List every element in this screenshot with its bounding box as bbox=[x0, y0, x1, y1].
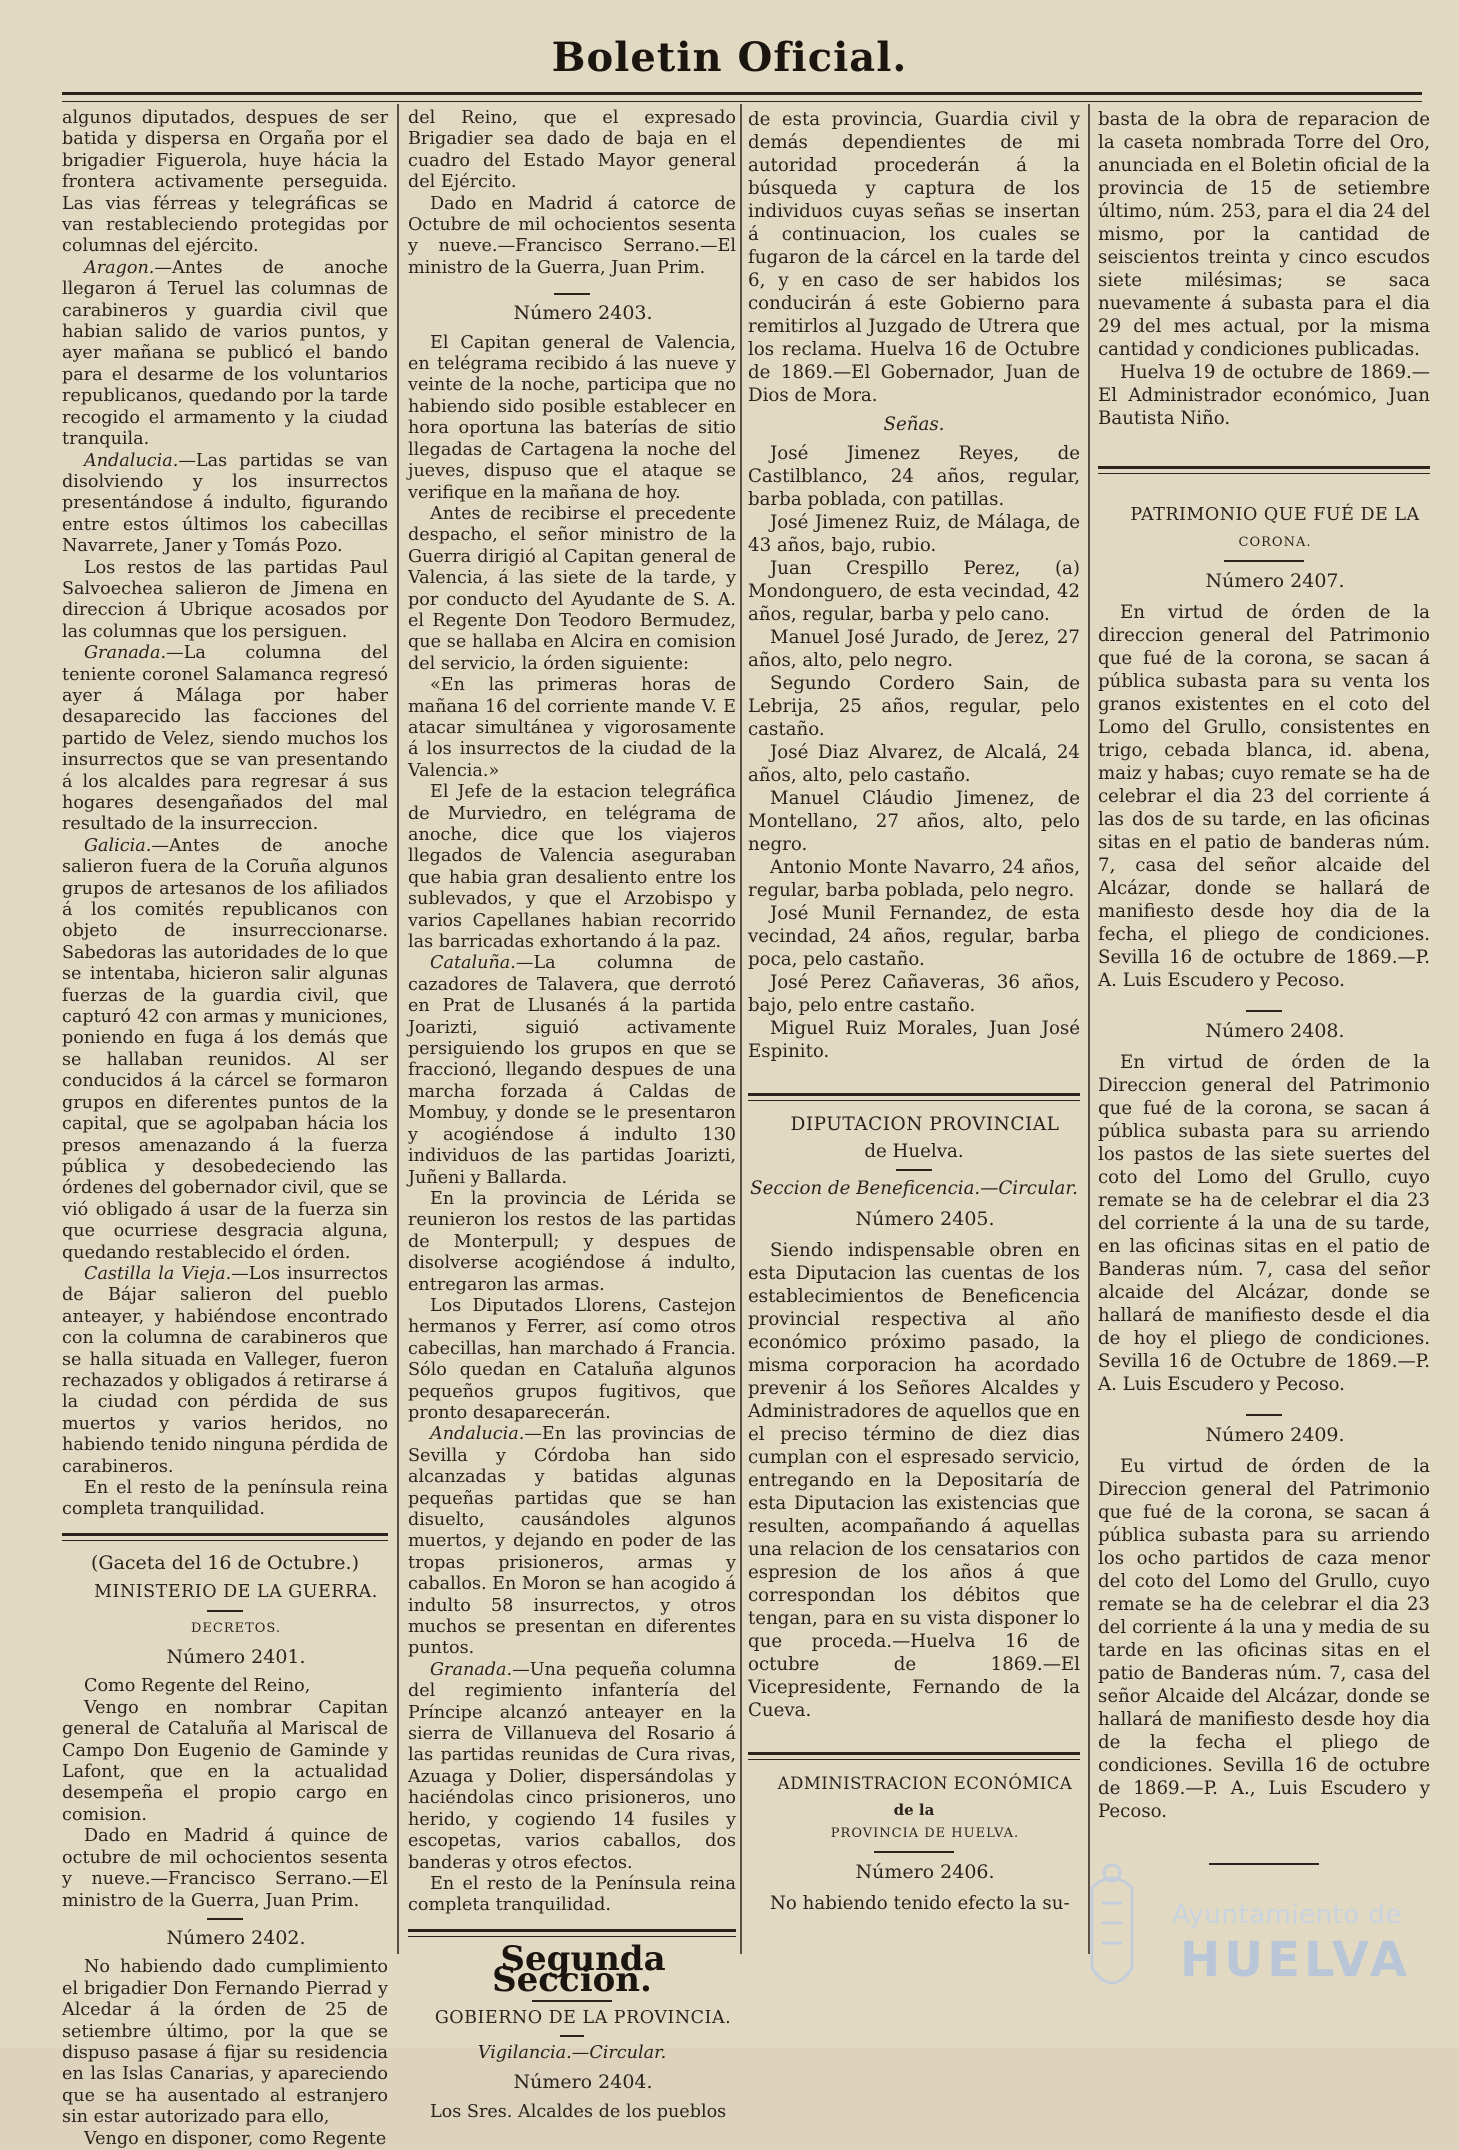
paragraph bbox=[62, 836, 388, 1264]
paragraph: algunos diputados, despues de ser batida y dispersa en Orgaña por el brigadier Figuerola, huye hácia la frontera activamente perseguida. Las vias férreas y telegráficas se van restableciendo protegidas por columnas del ejército. bbox=[62, 108, 388, 257]
list-item: Antonio Monte Navarro, 24 años, regular, barba poblada, pelo negro. bbox=[748, 857, 1080, 901]
paragraph: En el resto de la Península reina completa tranquilidad. bbox=[408, 1873, 736, 1916]
notice-number: Número 2406. bbox=[855, 1861, 995, 1883]
decree-number: Número 2401. bbox=[166, 1646, 306, 1669]
notice-number: Número 2409. bbox=[1205, 1424, 1345, 1446]
paragraph: No habiendo dado cumplimiento el brigadier Don Fernando Pierrad y Alcedar á la órden de 25 de setiembre último, por la que se dispuso pasase á fijar su residencia en las Islas Canarias, y apareciendo que se ha ausentado al estranjero sin estar autorizado para ello, bbox=[62, 1957, 388, 2128]
section-rule bbox=[408, 1929, 736, 1937]
column-separator bbox=[397, 104, 399, 1954]
section-rule bbox=[1098, 466, 1430, 474]
paragraph: del Reino, que el expresado Brigadier sea dado de baja en el cuadro del Estado Mayor general del Ejército. bbox=[408, 108, 736, 193]
list-item: Manuel José Jurado, de Jerez, 27 años, alto, pelo negro. bbox=[748, 627, 1080, 671]
masthead-title: Boletin Oficial. bbox=[551, 34, 908, 81]
column-separator bbox=[740, 104, 742, 1954]
paragraph: Los Diputados Llorens, Castejon hermanos y Ferrer, así como otros cabecillas, han marchado á Francia. Sólo quedan en Cataluña algunos pequeños grupos fugitivos, que pronto desaparecerán. bbox=[408, 1295, 736, 1423]
column-2 bbox=[408, 108, 736, 2122]
section-heading: ADMINISTRACION ECONÓMICA bbox=[777, 1774, 1073, 1793]
subheading: Seccion de Beneficencia.—Circular. bbox=[750, 1178, 1078, 1199]
section-title: Segunda Seccion. bbox=[492, 1938, 666, 2001]
paragraph: Vengo en disponer, como Regente bbox=[84, 2128, 387, 2149]
section-rule bbox=[748, 1093, 1080, 1101]
section-heading: MINISTERIO DE LA GUERRA. bbox=[94, 1582, 378, 1603]
list-item: Juan Crespillo Perez, (a) Mondonguero, de esta vecindad, 42 años, regular, barba y pelo cano. bbox=[748, 558, 1080, 625]
paragraph: No habiendo tenido efecto la su- bbox=[770, 1893, 1070, 1914]
column-4 bbox=[1098, 108, 1430, 1948]
notice-number: Número 2407. bbox=[1205, 570, 1345, 592]
paragraph bbox=[62, 643, 388, 836]
subheading: de la bbox=[893, 1801, 935, 1819]
divider bbox=[207, 1610, 243, 1612]
region-label: Castilla la Vieja. bbox=[84, 1263, 232, 1284]
region-label: Cataluña. bbox=[430, 953, 516, 974]
list-item: José Perez Cañaveras, 36 años, bajo, pelo entre castaño. bbox=[748, 972, 1080, 1016]
paragraph: Los restos de las partidas Paul Salvoechea salieron de Jimena en direccion á Ubrique acosados por las columnas que los persiguen. bbox=[62, 557, 388, 642]
list-item: José Diaz Alvarez, de Alcalá, 24 años, alto, pelo castaño. bbox=[748, 742, 1080, 786]
divider bbox=[554, 293, 590, 295]
divider bbox=[1246, 1414, 1282, 1416]
notice-number: Número 2408. bbox=[1205, 1020, 1345, 1042]
paragraph bbox=[408, 1424, 736, 1659]
paragraph: Antes de recibirse el precedente despacho, el señor ministro de la Guerra dirigió al Capitan general de Valencia, á las siete de la tarde, y por conducto del Ayudante de S. A. el Regente Don Teodoro Bermudez, que se hallaba en Alcira en comision del servicio, la órden siguiente: bbox=[408, 503, 736, 674]
paragraph: Dado en Madrid á quince de octubre de mil ochocientos sesenta y nueve.—Francisco Serrano.—El ministro de la Guerra, Juan Prim. bbox=[62, 1826, 388, 1911]
paragraph: El Capitan general de Valencia, en telégrama recibido á las nueve y veinte de la noche, participa que no habiendo sido posible establecer en hora oportuna las baterías de sitio llegadas de Cartagena la noche del jueves, dispuso que el ataque se verifique en la mañana de hoy. bbox=[408, 332, 736, 503]
region-label: Aragon. bbox=[84, 257, 155, 278]
masthead-rule bbox=[62, 92, 1422, 102]
list-item: José Munil Fernandez, de esta vecindad, 24 años, regular, barba poca, pelo castaño. bbox=[748, 903, 1080, 970]
column-separator bbox=[1088, 104, 1090, 1954]
notice-number: Número 2404. bbox=[513, 2071, 653, 2094]
paragraph bbox=[62, 258, 388, 451]
paragraph-text: —Antes de anoche llegaron á Teruel las columnas de carabineros y guardia civil que habian salido de varios puntos, y ayer mañana se publicó el bando para el desarme de los voluntarios republicanos, quedando por la tarde recogido el armamento y la ciudad tranquila. bbox=[62, 257, 388, 450]
decree-number: Número 2402. bbox=[166, 1926, 306, 1949]
notice-number: Número 2403. bbox=[513, 302, 653, 325]
region-label: Granada. bbox=[430, 1659, 513, 1680]
paragraph-text: —Los insurrectos de Bájar salieron del pueblo anteayer, y habiéndose encontrado con la columna de carabineros que se halla situada en Valleger, fueron rechazados y obligados á retirarse á la ciudad con pérdida de sus muertos y varios heridos, no habiendo tenido ninguna pérdida de carabineros. bbox=[62, 1263, 388, 1477]
list-item: José Jimenez Ruiz, de Málaga, de 43 años, bajo, rubio. bbox=[748, 512, 1080, 556]
paragraph-text: —En las provincias de Sevilla y Córdoba han sido alcanzadas y batidas algunas pequeñas partidas que se han disuelto, causándoles algunos muertos, y dejando en poder de las tropas prisioneros, armas y caballos. En Moron se han acogido á indulto 58 insurrectos, y otros muchos se presentan en diferentes puntos. bbox=[408, 1424, 736, 1659]
subheading: Vigilancia.—Circular. bbox=[477, 2042, 667, 2063]
paragraph: En virtud de órden de la direccion general del Patrimonio que fué de la corona, se sacan á pública subasta para su venta los granos existentes en el coto del Lomo del Grullo, consistentes en trigo, cebada blanca, id. abena, maiz y habas; cuyo remate se ha de celebrar el dia 23 del corriente á las dos de su tarde, en las oficinas sitas en el patio de banderas núm. 7, casa del señor alcaide del Alcázar, donde se hallará de manifiesto desde hoy dia de la fecha, el pliego de condiciones. Sevilla 16 de octubre de 1869.—P. A. Luis Escudero y Pecoso. bbox=[1098, 602, 1430, 991]
subheading: CORONA. bbox=[1238, 535, 1312, 550]
paragraph: Siendo indispensable obren en esta Diputacion las cuentas de los establecimientos de Beneficencia provincial respectiva al año económico próximo pasado, la misma corporacion ha acordado prevenir á los Señores Alcaldes y Administradores de aquellos que en el preciso término de diez dias cumplan con el espresado servicio, entregando en la Depositaría de esta Diputacion las existencias que resulten, acompañando á aquellas una relacion de los censatarios con espresion de los años á que correspondan los débitos que tengan, para en su vista disponer lo que proceda.—Huelva 16 de octubre de 1869.—El Vicepresidente, Fernando de la Cueva. bbox=[748, 1240, 1080, 1721]
divider bbox=[896, 1169, 932, 1171]
section-heading: DIPUTACION PROVINCIAL bbox=[790, 1114, 1060, 1135]
list-item: José Jimenez Reyes, de Castilblanco, 24 años, regular, barba poblada, con patillas. bbox=[748, 443, 1080, 510]
divider bbox=[207, 1918, 243, 1920]
list-item: Miguel Ruiz Morales, Juan José Espinito. bbox=[748, 1018, 1080, 1062]
paragraph-text: —Las partidas se van disolviendo y los insurrectos presentándose á indulto, figurando entre estos últimos los cabecillas Navarrete, Janer y Tomás Pozo. bbox=[62, 450, 388, 557]
paragraph: Vengo en nombrar Capitan general de Cataluña al Mariscal de Campo Don Eugenio de Gaminde y Lafont, que en la actualidad desempeña el propio cargo en comision. bbox=[62, 1697, 388, 1825]
paragraph bbox=[408, 953, 736, 1188]
paragraph: En virtud de órden de la Direccion general del Patrimonio que fué de la corona, se sacan á pública subasta para su arriendo los pastos de las siete suertes del coto del Lomo del Grullo, cuyo remate se ha de celebrar el dia 23 del corriente á la una de su tarde, en las oficinas sitas en el patio de Banderas núm. 7, casa del señor alcaide del Alcázar, donde se hallará de manifiesto desde el dia de hoy el pliego de condiciones. Sevilla 16 de Octubre de 1869.—P. A. Luis Escudero y Pecoso. bbox=[1098, 1052, 1430, 1395]
paragraph: Los Sres. Alcaldes de los pueblos bbox=[430, 2101, 727, 2122]
paragraph bbox=[408, 1660, 736, 1874]
paragraph: de esta provincia, Guardia civil y demás dependientes de mi autoridad procederán á la búsqueda y captura de los individuos cuyas señas se insertan á continuacion, los cuales se fugaron de la cárcel en la tarde del 6, y en caso de ser habidos los conducirán á este Gobierno para remitirlos al Juzgado de Utrera que los reclama. Huelva 16 de Octubre de 1869.—El Gobernador, Juan de Dios de Mora. bbox=[748, 109, 1080, 406]
paragraph-text: —Antes de anoche salieron fuera de la Coruña algunos grupos de artesanos de los afiliados á los comités republicanos con objeto de insurreccionarse. Sabedoras las autoridades de lo que se intentaba, hicieron salir algunas fuerzas de la guardia civil, que capturó 42 con armas y municiones, poniendo en fuga á los demás que se hallaban reunidos. Al ser conducidos á la cárcel se formaron grupos en diferentes puntos de la capital, que se agolpaban hácia los presos amenazando á la fuerza pública y desobedeciendo las órdenes del gobernador civil, que se vió obligado á usar de la fuerza sin que ocurriese desgracia alguna, quedando restablecido el órden. bbox=[62, 835, 388, 1263]
paragraph bbox=[62, 451, 388, 558]
section-rule bbox=[62, 1533, 388, 1541]
paragraph: Eu virtud de órden de la Direccion general del Patrimonio que fué de la corona, se sacan á pública subasta para su arriendo los ocho partidos de caza menor del coto del Lomo del Grullo, cuyo remate se ha de celebrar el dia 23 del corriente á la una y media de su tarde en las oficinas sitas en el patio de Banderas núm. 7, casa del señor Alcaide del Alcázar, donde se hallará de manifiesto desde hoy dia de la fecha el pliego de condiciones. Sevilla 16 de octubre de 1869.—P. A., Luis Escudero y Pecoso. bbox=[1098, 1456, 1430, 1822]
region-label: Galicia. bbox=[84, 835, 152, 856]
gaceta-source: (Gaceta del 16 de Octubre.) bbox=[90, 1551, 360, 1574]
paragraph bbox=[62, 1264, 388, 1478]
divider bbox=[1224, 560, 1304, 562]
divider bbox=[1246, 1010, 1282, 1012]
notice-number: Número 2405. bbox=[855, 1208, 995, 1230]
paragraph: El Jefe de la estacion telegráfica de Murviedro, en telégrama de anoche, dice que los viajeros llegados de Valencia aseguraban que habia gran desaliento entre los sublevados, y que el Arzobispo y varios Capellanes habian recorrido las barricadas exhortando á la paz. bbox=[408, 782, 736, 953]
paragraph: En la provincia de Lérida se reunieron los restos de las partidas de Monterpull; y despues de disolverse acogiéndose á indulto, entregaron las armas. bbox=[408, 1188, 736, 1295]
divider bbox=[560, 2035, 584, 2037]
list-item: Manuel Cláudio Jimenez, de Montellano, 27 años, alto, pelo negro. bbox=[748, 788, 1080, 855]
paragraph: Huelva 19 de octubre de 1869.—El Administrador económico, Juan Bautista Niño. bbox=[1098, 362, 1430, 429]
region-label: Andalucia. bbox=[84, 450, 179, 471]
watermark-line-1: Ayuntamiento de bbox=[1172, 1900, 1402, 1930]
column-3 bbox=[748, 108, 1080, 1948]
region-label: Granada. bbox=[84, 643, 167, 664]
paragraph-text: —La columna del teniente coronel Salamanca regresó ayer á Málaga por haber desaparecido las facciones del partido de Velez, siendo muchos los insurrectos que se van presentando á los alcaldes para regresar á sus hogares desengañados del mal resultado de la insurreccion. bbox=[62, 643, 388, 835]
subheading: DECRETOS. bbox=[190, 1620, 282, 1636]
section-rule bbox=[748, 1752, 1080, 1760]
region-label: Andalucia. bbox=[430, 1424, 525, 1445]
column-1 bbox=[62, 108, 388, 2149]
watermark-line-2: HUELVA bbox=[1180, 1932, 1411, 1988]
paragraph: basta de la obra de reparacion de la caseta nombrada Torre del Oro, anunciada en el Boletin oficial de la provincia de 15 de setiembre último, núm. 253, para el dia 24 del mismo, por la cantidad de seiscientos treinta y cinco escudos siete milésimas; se saca nuevamente á subasta para el dia 29 del mes actual, por la misma cantidad y condiciones publicadas. bbox=[1098, 109, 1430, 360]
paragraph-text: —Una pequeña columna del regimiento infantería del Príncipe alcanzó anteayer en la sierra de Villanueva del Rosario á las partidas reunidas de Cura rivas, Azuaga y Dolier, dispersándolas y haciéndolas cinco prisioneros, uno herido, y cogiendo 14 fusiles y escopetas, varios caballos, dos banderas y otros efectos. bbox=[408, 1659, 736, 1873]
paragraph: Como Regente del Reino, bbox=[84, 1676, 311, 1697]
section-heading: GOBIERNO DE LA PROVINCIA. bbox=[434, 2007, 732, 2028]
section-heading: PATRIMONIO QUE FUÉ DE LA bbox=[1130, 505, 1420, 525]
paragraph: «En las primeras horas de mañana 16 del corriente mande V. E atacar simultánea y vigorosamente á los insurrectos de la ciudad de la Valencia.» bbox=[408, 675, 736, 781]
paragraph: En el resto de la península reina completa tranquilidad. bbox=[62, 1478, 388, 1520]
subheading: de Huelva. bbox=[864, 1141, 964, 1162]
divider bbox=[874, 1851, 954, 1853]
paragraph-text: —La columna de cazadores de Talavera, que derrotó en Prat de Llusanés á la partida Joarizti, siguió activamente persiguiendo los grupos en que se fraccionó, llegando despues de una marcha forzada á Caldas de Mombuy, y donde se le presentaron y acogiéndose á indulto 130 individuos de las partidas Joarizti, Juñeni y Ballarda. bbox=[408, 953, 736, 1188]
subheading: Señas. bbox=[883, 414, 945, 435]
paragraph: Dado en Madrid á catorce de Octubre de mil ochocientos sesenta y nueve.—Francisco Serrano.—El ministro de la Guerra, Juan Prim. bbox=[408, 193, 736, 278]
list-item: Segundo Cordero Sain, de Lebrija, 25 años, regular, pelo castaño. bbox=[748, 673, 1080, 740]
subheading: PROVINCIA DE HUELVA. bbox=[830, 1826, 1020, 1841]
